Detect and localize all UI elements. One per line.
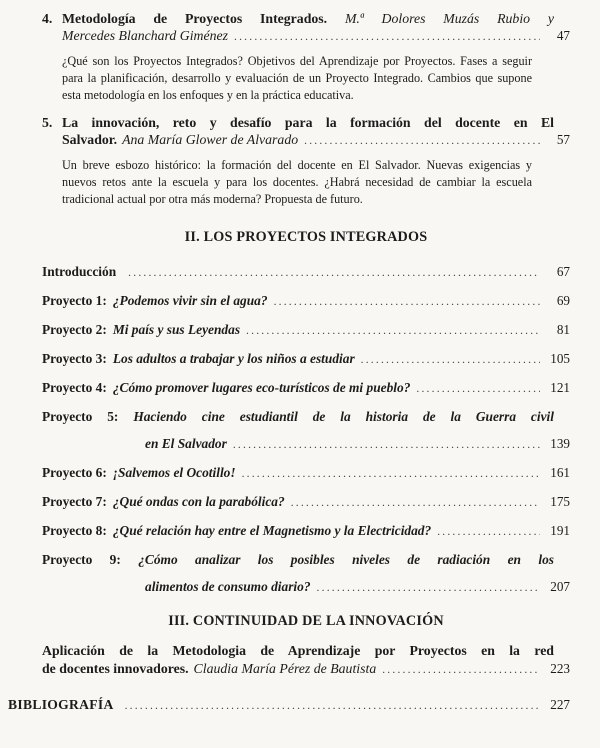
page-number: 207: [550, 579, 570, 594]
entry-title-line-1: [62, 114, 570, 131]
entry-title-line-1: [42, 642, 570, 660]
entry-title: Aplicación de la Metodologia de Aprendizaje por Proyectos en la red: [42, 643, 554, 658]
toc-item-label: Proyecto 3:: [42, 351, 107, 366]
toc-item-label: Proyecto 6:: [42, 465, 107, 480]
dot-leader: [246, 316, 540, 345]
entry-authors: M.ª Dolores Muzás Rubio y: [344, 11, 555, 26]
entry-number: 5.: [42, 115, 53, 130]
toc-item-label: Proyecto 1:: [42, 293, 107, 308]
toc-item-proyecto-6: [42, 459, 570, 488]
page-number: 81: [556, 322, 570, 337]
dot-leader: [233, 430, 540, 459]
page-number: 57: [556, 132, 570, 147]
toc-item-title: ¿Podemos vivir sin el agua?: [112, 293, 268, 308]
dot-leader: [437, 517, 540, 546]
toc-item-proyecto-8: [42, 517, 570, 546]
entry-authors-continued: Mercedes Blanchard Giménez: [62, 28, 229, 43]
toc-entry-4: [42, 10, 570, 104]
dot-leader: [128, 258, 540, 287]
page-number: 69: [556, 293, 570, 308]
toc-item-line-1: [42, 546, 570, 573]
toc-item-title: Haciendo cine estudiantil de la historia de la Guerra civil: [133, 409, 554, 424]
page-number: 223: [550, 660, 570, 676]
dot-leader: [416, 374, 540, 403]
dot-leader: [382, 660, 540, 680]
toc-item-proyecto-7: [42, 488, 570, 517]
dot-leader: [291, 488, 540, 517]
page-number: 191: [550, 523, 570, 538]
toc-item-line-1: [42, 403, 570, 430]
toc-item-label: Introducción: [42, 264, 117, 279]
dot-leader: [304, 131, 540, 150]
page-number: 121: [550, 380, 570, 395]
toc-item-title: ¿Qué ondas con la parabólica?: [112, 494, 285, 509]
entry-title-line-2: [42, 660, 570, 680]
dot-leader: [361, 345, 540, 374]
dot-leader: [242, 459, 540, 488]
section-ii-heading: II. LOS PROYECTOS INTEGRADOS: [184, 229, 428, 245]
dot-leader: [274, 287, 540, 316]
bibliography-entry: [8, 696, 570, 715]
toc-item-label: Proyecto 2:: [42, 322, 107, 337]
entry-title-line-1: [62, 10, 570, 27]
entry-title: La innovación, reto y desafío para la formación del docente en El: [62, 115, 554, 130]
page-number: 67: [556, 264, 570, 279]
toc-item-title: ¡Salvemos el Ocotillo!: [112, 465, 236, 480]
toc-entry-5: [42, 114, 570, 208]
toc-item-line-2: [42, 573, 570, 602]
entry-number: 4.: [42, 11, 53, 26]
entry-authors: Ana María Glower de Alvarado: [122, 132, 299, 147]
entry-title: Metodología de Proyectos Integrados.: [62, 11, 328, 26]
entry-description: Un breve esbozo histórico: la formación del docente en El Salvador. Nuevas exigencias y nuevos retos ante la escuela y para los docentes. ¿Habrá necesidad de cambiar la escuela tradicional actual por otra más moderna? Propuesta de futuro.: [62, 158, 532, 206]
toc-item-introduccion: [42, 258, 570, 287]
toc-item-title-continued: alimentos de consumo diario?: [145, 579, 311, 594]
entry-title-line-2: [62, 27, 570, 46]
toc-item-proyecto-1: [42, 287, 570, 316]
entry-description: ¿Qué son los Proyectos Integrados? Objetivos del Aprendizaje por Proyectos. Fases a seguir para la planificación, desarrollo y evaluación de un Proyecto Integrado. Cambios que supone esta metodología en los enfoques y en la práctica educativa.: [62, 54, 532, 102]
section-iii-heading: III. CONTINUIDAD DE LA INNOVACIÓN: [168, 613, 444, 629]
toc-entry-aplicacion: [42, 642, 570, 679]
page-number: 175: [550, 494, 570, 509]
dot-leader: [125, 696, 540, 715]
toc-item-title-continued: en El Salvador: [145, 436, 227, 451]
toc-item-proyecto-5: [42, 403, 570, 459]
toc-item-proyecto-4: [42, 374, 570, 403]
toc-item-label: Proyecto 5:: [42, 409, 119, 424]
dot-leader: [317, 573, 540, 602]
page-number: 47: [556, 28, 570, 43]
page-number: 227: [550, 697, 570, 712]
toc-item-proyecto-3: [42, 345, 570, 374]
toc-item-proyecto-2: [42, 316, 570, 345]
toc-item-line-2: [42, 430, 570, 459]
dot-leader: [234, 27, 540, 46]
bibliography-label: BIBLIOGRAFÍA: [8, 697, 114, 712]
toc-item-label: Proyecto 9:: [42, 552, 121, 567]
toc-item-label: Proyecto 7:: [42, 494, 107, 509]
entry-authors: Claudia María Pérez de Bautista: [193, 660, 377, 676]
toc-item-label: Proyecto 4:: [42, 380, 107, 395]
toc-item-title: ¿Cómo promover lugares eco-turísticos de mi pueblo?: [112, 380, 411, 395]
entry-title-line-2: [62, 131, 570, 150]
page-number: 139: [550, 436, 570, 451]
toc-item-title: ¿Qué relación hay entre el Magnetismo y la Electricidad?: [112, 523, 432, 538]
toc-item-title: Los adultos a trabajar y los niños a estudiar: [112, 351, 355, 366]
entry-title-continued: Salvador.: [62, 132, 118, 147]
toc-item-title: ¿Cómo analizar los posibles niveles de radiación en los: [138, 552, 554, 567]
page-number: 161: [550, 465, 570, 480]
toc-item-proyecto-9: [42, 546, 570, 602]
toc-item-title: Mi país y sus Leyendas: [112, 322, 241, 337]
toc-item-label: Proyecto 8:: [42, 523, 107, 538]
entry-title-continued: de docentes innovadores.: [42, 660, 189, 676]
page-number: 105: [550, 351, 570, 366]
